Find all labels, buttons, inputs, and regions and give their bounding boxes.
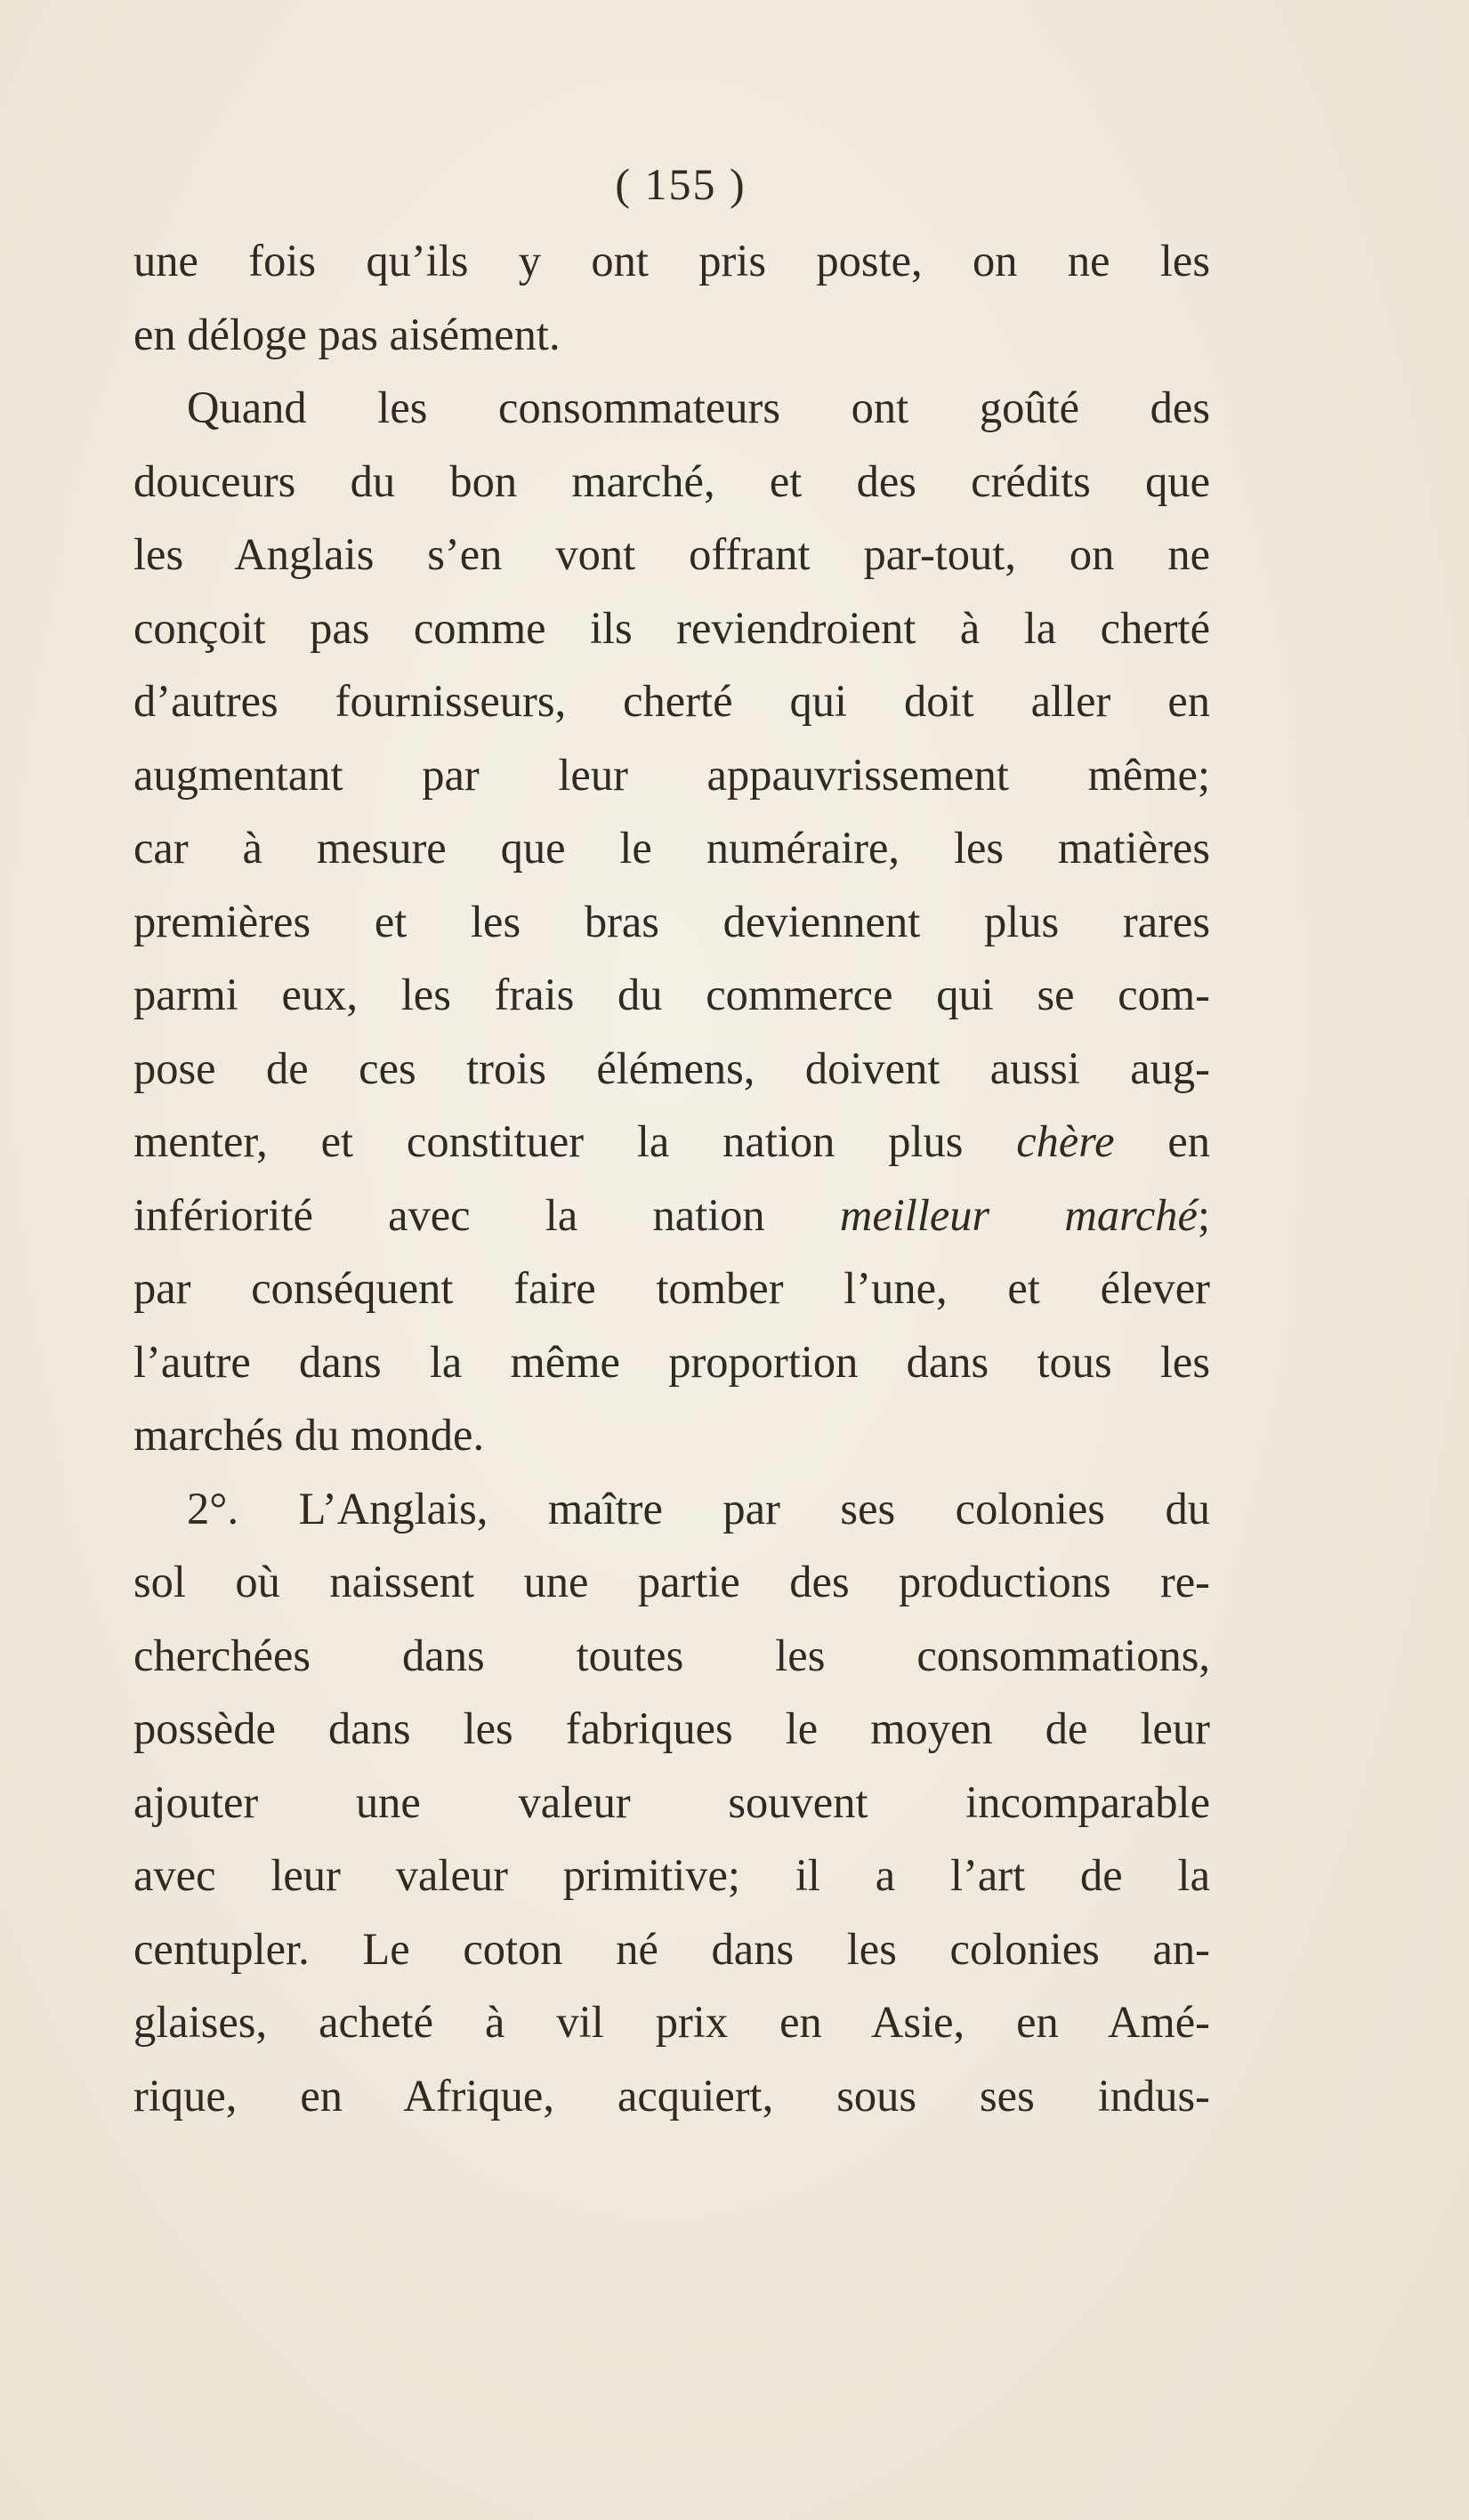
text-line	[133, 885, 1210, 959]
text-line	[133, 1472, 1210, 1546]
text-line	[133, 1912, 1210, 1986]
text-segment: centupler. Le coton né dans les colonies an-	[133, 1923, 1210, 1974]
text-line	[133, 738, 1210, 812]
text-line	[133, 1545, 1210, 1619]
text-segment: les Anglais s’en vont offrant par-tout, on ne	[133, 529, 1210, 579]
text-line	[133, 1105, 1210, 1179]
text-segment: 2°. L’Anglais, maître par ses colonies du	[187, 1483, 1210, 1534]
text-segment: premières et les bras deviennent plus rares	[133, 896, 1210, 946]
text-segment: car à mesure que le numéraire, les matières	[133, 823, 1210, 873]
text-segment: augmentant par leur appauvrissement même;	[133, 749, 1210, 800]
text-segment: Quand les consommateurs ont goûté des	[187, 382, 1210, 432]
text-segment: ;	[1197, 1189, 1210, 1240]
text-segment: douceurs du bon marché, et des crédits que	[133, 455, 1210, 506]
text-line	[133, 1032, 1210, 1106]
text-segment: parmi eux, les frais du commerce qui se com-	[133, 970, 1210, 1019]
text-segment: avec leur valeur primitive; il a l’art de la	[133, 1850, 1210, 1900]
text-line	[133, 1179, 1210, 1252]
text-segment: conçoit pas comme ils reviendroient à la cherté	[133, 602, 1210, 653]
text-segment: une fois qu’ils y ont pris poste, on ne les	[133, 236, 1210, 286]
text-line	[133, 1252, 1210, 1325]
italic-text: meilleur marché	[839, 1189, 1198, 1240]
text-segment: l’autre dans la même proportion dans tous les	[133, 1336, 1210, 1387]
text-segment: cherchées dans toutes les consommations,	[133, 1630, 1210, 1680]
page-number: ( 155 )	[615, 159, 747, 209]
text-segment: ajouter une valeur souvent incomparable	[133, 1776, 1210, 1827]
text-line	[133, 1398, 1210, 1472]
text-line	[133, 2059, 1210, 2133]
text-line	[133, 592, 1210, 665]
text-segment: marchés du monde.	[133, 1410, 485, 1460]
text-line	[133, 1325, 1210, 1399]
text-line	[133, 298, 1210, 372]
text-line	[133, 518, 1210, 592]
text-line	[133, 811, 1210, 885]
text-segment: sol où naissent une partie des productions re-	[133, 1557, 1210, 1606]
text-line	[133, 1692, 1210, 1766]
text-line	[133, 1766, 1210, 1840]
text-line	[133, 958, 1210, 1032]
text-segment: pose de ces trois élémens, doivent aussi aug-	[133, 1043, 1210, 1093]
body-text	[133, 224, 1210, 2132]
text-line	[133, 445, 1210, 519]
text-segment: en	[1114, 1116, 1210, 1166]
text-segment: par conséquent faire tomber l’une, et élever	[133, 1263, 1210, 1313]
italic-text: chère	[1016, 1116, 1115, 1166]
text-segment: rique, en Afrique, acquiert, sous ses indus-	[133, 2070, 1210, 2121]
text-segment: menter, et constituer la nation plus	[133, 1116, 1017, 1166]
text-line	[133, 224, 1210, 298]
text-line	[133, 1619, 1210, 1693]
text-line	[133, 1839, 1210, 1912]
text-segment: d’autres fournisseurs, cherté qui doit aller en	[133, 676, 1210, 726]
text-segment: glaises, acheté à vil prix en Asie, en Amé-	[133, 1997, 1210, 2047]
text-line	[133, 371, 1210, 445]
text-line	[133, 664, 1210, 738]
text-segment: en déloge pas aisément.	[133, 309, 561, 359]
text-line	[133, 1985, 1210, 2059]
text-segment: possède dans les fabriques le moyen de leur	[133, 1703, 1210, 1753]
text-segment: infériorité avec la nation	[133, 1189, 840, 1240]
